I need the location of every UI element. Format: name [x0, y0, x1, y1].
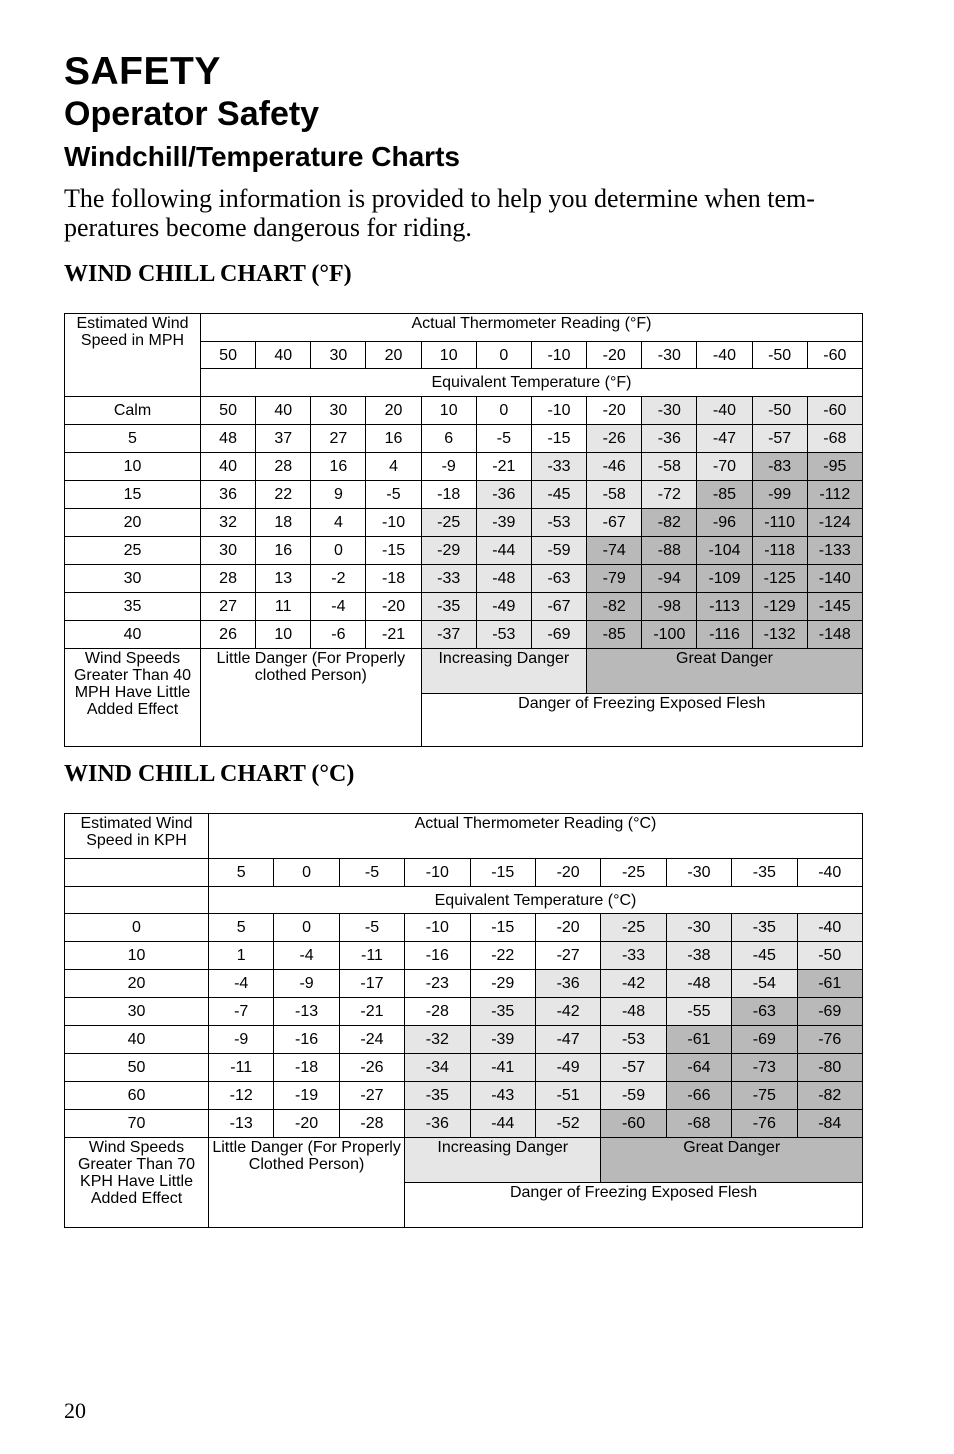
temperature-cell: -39	[470, 1026, 535, 1054]
temperature-cell: -75	[732, 1082, 797, 1110]
column-group-header: Actual Thermometer Reading (°F)	[201, 314, 863, 342]
temperature-cell: 6	[421, 425, 476, 453]
temperature-cell: -36	[405, 1110, 470, 1138]
column-header: -40	[797, 859, 862, 887]
temperature-cell: -28	[405, 998, 470, 1026]
temperature-cell: -33	[601, 942, 666, 970]
wind-speed-cell: 40	[65, 621, 201, 649]
temperature-cell: -72	[642, 481, 697, 509]
temperature-cell: -25	[421, 509, 476, 537]
temperature-cell: -96	[697, 509, 752, 537]
temperature-cell: -29	[421, 537, 476, 565]
temperature-cell: 28	[256, 453, 311, 481]
temperature-cell: -20	[535, 914, 600, 942]
temperature-cell: -36	[642, 425, 697, 453]
temperature-cell: 18	[256, 509, 311, 537]
temperature-cell: -110	[752, 509, 807, 537]
temperature-cell: -133	[807, 537, 862, 565]
temperature-cell: -100	[642, 621, 697, 649]
temperature-cell: -9	[274, 970, 339, 998]
temperature-cell: -6	[311, 621, 366, 649]
temperature-cell: -83	[752, 453, 807, 481]
temperature-cell: -5	[339, 914, 404, 942]
column-header: 0	[274, 859, 339, 887]
temperature-cell: -125	[752, 565, 807, 593]
chart-title-celsius: WIND CHILL CHART (°C)	[64, 761, 355, 787]
temperature-cell: -60	[601, 1110, 666, 1138]
temperature-cell: 5	[209, 914, 274, 942]
temperature-cell: -15	[366, 537, 421, 565]
temperature-cell: -64	[666, 1054, 731, 1082]
footnote-cell: Wind Speeds Greater Than 70 KPH Have Little Added Effect	[65, 1138, 209, 1228]
legend-increasing-danger: Increasing Danger	[405, 1138, 601, 1183]
temperature-cell: -47	[697, 425, 752, 453]
temperature-cell: 40	[256, 397, 311, 425]
temperature-cell: -43	[470, 1082, 535, 1110]
temperature-cell: 13	[256, 565, 311, 593]
temperature-cell: -38	[666, 942, 731, 970]
temperature-cell: -18	[421, 481, 476, 509]
temperature-cell: -63	[732, 998, 797, 1026]
temperature-cell: -30	[666, 914, 731, 942]
temperature-cell: -132	[752, 621, 807, 649]
wind-speed-cell: 30	[65, 998, 209, 1026]
temperature-cell: -74	[587, 537, 642, 565]
temperature-cell: -53	[601, 1026, 666, 1054]
temperature-cell: -70	[697, 453, 752, 481]
temperature-cell: -40	[697, 397, 752, 425]
temperature-cell: -44	[470, 1110, 535, 1138]
temperature-cell: -99	[752, 481, 807, 509]
blank-cell	[65, 859, 209, 887]
chart-title-fahrenheit: WIND CHILL CHART (°F)	[64, 261, 352, 287]
legend-freezing-flesh: Danger of Freezing Exposed Flesh	[421, 694, 862, 747]
column-header: -25	[601, 859, 666, 887]
wind-speed-cell: 35	[65, 593, 201, 621]
temperature-cell: -27	[535, 942, 600, 970]
temperature-cell: -26	[339, 1054, 404, 1082]
column-header: 40	[256, 342, 311, 369]
temperature-cell: -25	[601, 914, 666, 942]
temperature-cell: -5	[476, 425, 531, 453]
temperature-cell: -30	[642, 397, 697, 425]
temperature-cell: -33	[531, 453, 586, 481]
temperature-cell: -10	[405, 914, 470, 942]
temperature-cell: -17	[339, 970, 404, 998]
column-header: 5	[209, 859, 274, 887]
temperature-cell: 30	[311, 397, 366, 425]
temperature-cell: -20	[587, 397, 642, 425]
temperature-cell: -50	[797, 942, 862, 970]
legend-great-danger: Great Danger	[601, 1138, 863, 1183]
temperature-cell: 16	[311, 453, 366, 481]
temperature-cell: -4	[209, 970, 274, 998]
temperature-cell: -129	[752, 593, 807, 621]
temperature-cell: -60	[807, 397, 862, 425]
wind-speed-cell: 5	[65, 425, 201, 453]
temperature-cell: -85	[587, 621, 642, 649]
table-row	[65, 509, 863, 537]
table-row	[65, 1026, 863, 1054]
column-header: 0	[476, 342, 531, 369]
temperature-cell: -37	[421, 621, 476, 649]
temperature-cell: -49	[476, 593, 531, 621]
temperature-cell: -46	[587, 453, 642, 481]
table-row	[65, 565, 863, 593]
column-header: 10	[421, 342, 476, 369]
wind-speed-cell: Calm	[65, 397, 201, 425]
column-header: -5	[339, 859, 404, 887]
table-row	[65, 621, 863, 649]
temperature-cell: -79	[587, 565, 642, 593]
column-group-header: Actual Thermometer Reading (°C)	[209, 814, 863, 859]
temperature-cell: -66	[666, 1082, 731, 1110]
legend-increasing-danger: Increasing Danger	[421, 649, 586, 694]
temperature-cell: -148	[807, 621, 862, 649]
temperature-cell: -68	[807, 425, 862, 453]
temperature-cell: -63	[531, 565, 586, 593]
temperature-cell: 4	[366, 453, 421, 481]
table-row	[65, 1054, 863, 1082]
footnote-cell: Wind Speeds Greater Than 40 MPH Have Little Added Effect	[65, 649, 201, 747]
temperature-cell: -57	[601, 1054, 666, 1082]
temperature-cell: -49	[535, 1054, 600, 1082]
temperature-cell: -140	[807, 565, 862, 593]
temperature-cell: 9	[311, 481, 366, 509]
temperature-cell: 11	[256, 593, 311, 621]
column-header: -15	[470, 859, 535, 887]
temperature-cell: -88	[642, 537, 697, 565]
temperature-cell: -58	[642, 453, 697, 481]
table-row	[65, 453, 863, 481]
temperature-cell: -18	[366, 565, 421, 593]
row-header-wind-speed: Estimated Wind Speed in MPH	[65, 314, 201, 397]
column-header: -40	[697, 342, 752, 369]
temperature-cell: -36	[535, 970, 600, 998]
temperature-cell: -67	[531, 593, 586, 621]
wind-speed-cell: 25	[65, 537, 201, 565]
temperature-cell: -42	[601, 970, 666, 998]
temperature-cell: -44	[476, 537, 531, 565]
equivalent-temp-header: Equivalent Temperature (°C)	[209, 887, 863, 914]
temperature-cell: -11	[339, 942, 404, 970]
temperature-cell: -82	[797, 1082, 862, 1110]
wind-speed-cell: 60	[65, 1082, 209, 1110]
column-header: 50	[201, 342, 256, 369]
temperature-cell: -76	[797, 1026, 862, 1054]
temperature-cell: -15	[531, 425, 586, 453]
temperature-cell: -26	[587, 425, 642, 453]
temperature-cell: 16	[256, 537, 311, 565]
wind-speed-cell: 10	[65, 453, 201, 481]
temperature-cell: -104	[697, 537, 752, 565]
temperature-cell: -35	[732, 914, 797, 942]
temperature-cell: -35	[470, 998, 535, 1026]
temperature-cell: -61	[797, 970, 862, 998]
temperature-cell: -109	[697, 565, 752, 593]
temperature-cell: -27	[339, 1082, 404, 1110]
temperature-cell: -53	[531, 509, 586, 537]
temperature-cell: -35	[405, 1082, 470, 1110]
column-header: -30	[642, 342, 697, 369]
temperature-cell: -41	[470, 1054, 535, 1082]
column-header: -30	[666, 859, 731, 887]
temperature-cell: -42	[535, 998, 600, 1026]
page-number: 20	[64, 1398, 86, 1423]
temperature-cell: -59	[601, 1082, 666, 1110]
temperature-cell: -4	[311, 593, 366, 621]
wind-speed-cell: 20	[65, 509, 201, 537]
temperature-cell: -13	[274, 998, 339, 1026]
wind-speed-cell: 30	[65, 565, 201, 593]
row-header-wind-speed: Estimated Wind Speed in KPH	[65, 814, 209, 859]
page-heading: Windchill/Temperature Charts	[64, 141, 460, 172]
temperature-cell: -16	[405, 942, 470, 970]
temperature-cell: -118	[752, 537, 807, 565]
temperature-cell: -68	[666, 1110, 731, 1138]
temperature-cell: 10	[421, 397, 476, 425]
column-header: 20	[366, 342, 421, 369]
equivalent-temp-header: Equivalent Temperature (°F)	[201, 369, 863, 397]
temperature-cell: -10	[531, 397, 586, 425]
blank-cell	[65, 887, 209, 914]
temperature-cell: -55	[666, 998, 731, 1026]
table-row	[65, 593, 863, 621]
temperature-cell: -53	[476, 621, 531, 649]
temperature-cell: -58	[587, 481, 642, 509]
temperature-cell: -4	[274, 942, 339, 970]
windchill-table-fahrenheit	[64, 313, 863, 747]
temperature-cell: 50	[201, 397, 256, 425]
column-header: -20	[535, 859, 600, 887]
temperature-cell: -85	[697, 481, 752, 509]
temperature-cell: -112	[807, 481, 862, 509]
temperature-cell: -47	[535, 1026, 600, 1054]
temperature-cell: -10	[366, 509, 421, 537]
temperature-cell: -28	[339, 1110, 404, 1138]
temperature-cell: 10	[256, 621, 311, 649]
temperature-cell: -73	[732, 1054, 797, 1082]
temperature-cell: 27	[201, 593, 256, 621]
legend-freezing-flesh: Danger of Freezing Exposed Flesh	[405, 1183, 863, 1228]
temperature-cell: -32	[405, 1026, 470, 1054]
temperature-cell: -48	[476, 565, 531, 593]
temperature-cell: 1	[209, 942, 274, 970]
windchill-table-celsius	[64, 813, 863, 1228]
temperature-cell: -45	[732, 942, 797, 970]
temperature-cell: -9	[209, 1026, 274, 1054]
table-row	[65, 537, 863, 565]
temperature-cell: -20	[274, 1110, 339, 1138]
temperature-cell: -84	[797, 1110, 862, 1138]
temperature-cell: -24	[339, 1026, 404, 1054]
temperature-cell: -50	[752, 397, 807, 425]
table-row	[65, 425, 863, 453]
wind-speed-cell: 0	[65, 914, 209, 942]
temperature-cell: 32	[201, 509, 256, 537]
column-header: 30	[311, 342, 366, 369]
temperature-cell: -124	[807, 509, 862, 537]
temperature-cell: -52	[535, 1110, 600, 1138]
temperature-cell: -69	[732, 1026, 797, 1054]
column-header: -50	[752, 342, 807, 369]
legend-great-danger: Great Danger	[587, 649, 863, 694]
temperature-cell: -95	[807, 453, 862, 481]
temperature-cell: -23	[405, 970, 470, 998]
temperature-cell: -61	[666, 1026, 731, 1054]
temperature-cell: -22	[470, 942, 535, 970]
temperature-cell: -82	[642, 509, 697, 537]
column-header: -10	[405, 859, 470, 887]
wind-speed-cell: 20	[65, 970, 209, 998]
column-header: -60	[807, 342, 862, 369]
temperature-cell: 0	[311, 537, 366, 565]
temperature-cell: -113	[697, 593, 752, 621]
temperature-cell: -51	[535, 1082, 600, 1110]
temperature-cell: -21	[366, 621, 421, 649]
temperature-cell: -20	[366, 593, 421, 621]
temperature-cell: -48	[666, 970, 731, 998]
temperature-cell: 27	[311, 425, 366, 453]
wind-speed-cell: 50	[65, 1054, 209, 1082]
temperature-cell: -69	[797, 998, 862, 1026]
wind-speed-cell: 15	[65, 481, 201, 509]
temperature-cell: -145	[807, 593, 862, 621]
temperature-cell: -7	[209, 998, 274, 1026]
column-header: -20	[587, 342, 642, 369]
table-row	[65, 942, 863, 970]
wind-speed-cell: 10	[65, 942, 209, 970]
temperature-cell: -12	[209, 1082, 274, 1110]
subsection-title: Operator Safety	[64, 95, 320, 133]
temperature-cell: 4	[311, 509, 366, 537]
temperature-cell: 28	[201, 565, 256, 593]
temperature-cell: -69	[531, 621, 586, 649]
temperature-cell: -15	[470, 914, 535, 942]
temperature-cell: -67	[587, 509, 642, 537]
wind-speed-cell: 70	[65, 1110, 209, 1138]
table-row	[65, 970, 863, 998]
temperature-cell: -11	[209, 1054, 274, 1082]
temperature-cell: -9	[421, 453, 476, 481]
temperature-cell: -57	[752, 425, 807, 453]
temperature-cell: 48	[201, 425, 256, 453]
temperature-cell: -16	[274, 1026, 339, 1054]
temperature-cell: 20	[366, 397, 421, 425]
temperature-cell: -98	[642, 593, 697, 621]
temperature-cell: 30	[201, 537, 256, 565]
temperature-cell: -116	[697, 621, 752, 649]
legend-little-danger: Little Danger (For Properly clothed Person)	[201, 649, 422, 747]
temperature-cell: -94	[642, 565, 697, 593]
temperature-cell: -82	[587, 593, 642, 621]
table-row	[65, 481, 863, 509]
table-row	[65, 397, 863, 425]
section-title: SAFETY	[64, 50, 221, 93]
intro-paragraph: The following information is provided to help you determine when tem- peratures become dangerous for riding.	[64, 184, 815, 242]
temperature-cell: -18	[274, 1054, 339, 1082]
temperature-cell: -35	[421, 593, 476, 621]
temperature-cell: -5	[366, 481, 421, 509]
temperature-cell: 26	[201, 621, 256, 649]
table-row	[65, 914, 863, 942]
temperature-cell: -34	[405, 1054, 470, 1082]
wind-speed-cell: 40	[65, 1026, 209, 1054]
temperature-cell: -13	[209, 1110, 274, 1138]
temperature-cell: -33	[421, 565, 476, 593]
temperature-cell: -45	[531, 481, 586, 509]
temperature-cell: -36	[476, 481, 531, 509]
temperature-cell: -48	[601, 998, 666, 1026]
table-row	[65, 1082, 863, 1110]
temperature-cell: -80	[797, 1054, 862, 1082]
temperature-cell: -2	[311, 565, 366, 593]
column-header: -35	[732, 859, 797, 887]
temperature-cell: 0	[274, 914, 339, 942]
temperature-cell: -76	[732, 1110, 797, 1138]
temperature-cell: 40	[201, 453, 256, 481]
temperature-cell: 16	[366, 425, 421, 453]
temperature-cell: 0	[476, 397, 531, 425]
temperature-cell: -39	[476, 509, 531, 537]
temperature-cell: -21	[476, 453, 531, 481]
table-row	[65, 998, 863, 1026]
column-header: -10	[531, 342, 586, 369]
temperature-cell: 37	[256, 425, 311, 453]
temperature-cell: 36	[201, 481, 256, 509]
temperature-cell: -19	[274, 1082, 339, 1110]
temperature-cell: -54	[732, 970, 797, 998]
temperature-cell: -29	[470, 970, 535, 998]
temperature-cell: -21	[339, 998, 404, 1026]
table-row	[65, 1110, 863, 1138]
legend-little-danger: Little Danger (For Properly Clothed Person)	[209, 1138, 405, 1228]
temperature-cell: 22	[256, 481, 311, 509]
temperature-cell: -59	[531, 537, 586, 565]
temperature-cell: -40	[797, 914, 862, 942]
